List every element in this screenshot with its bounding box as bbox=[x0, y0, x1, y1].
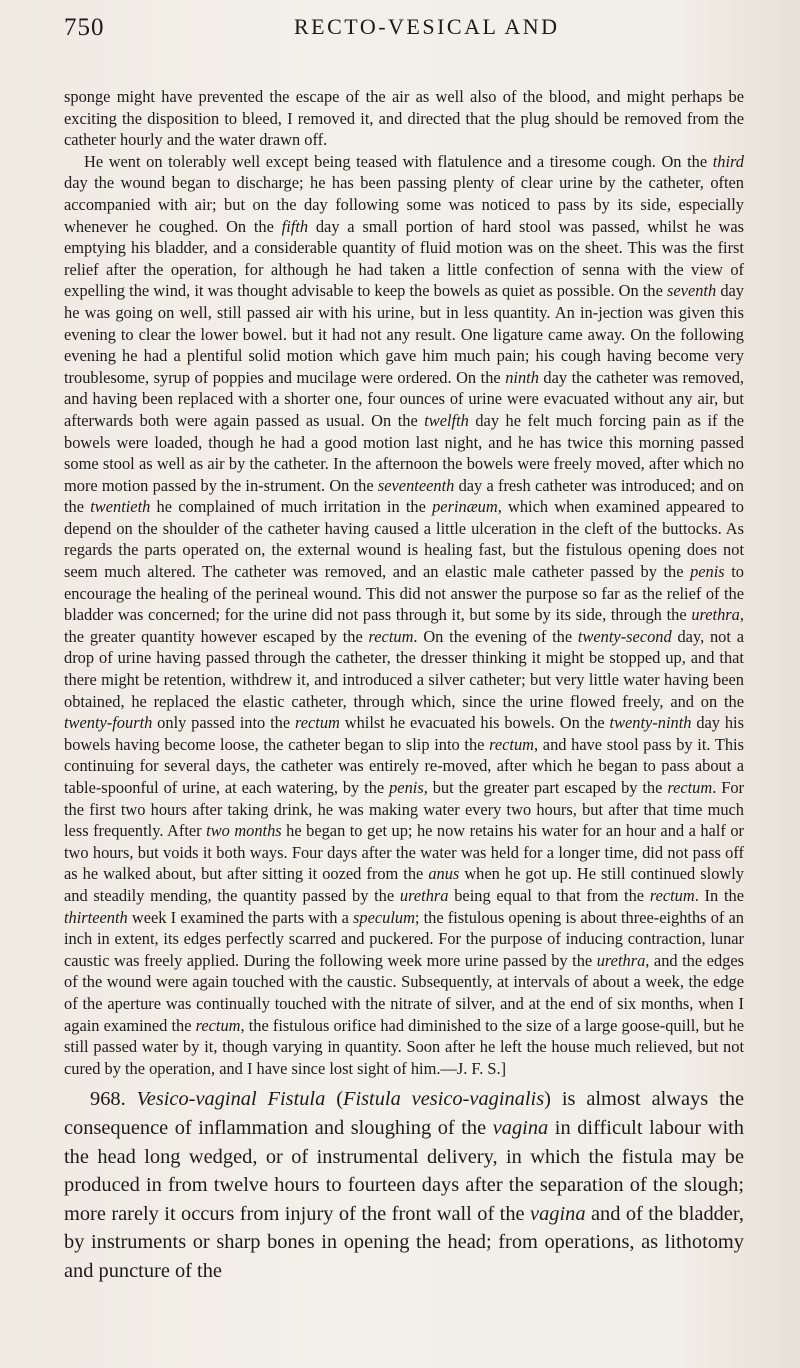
text-run: he complained of much irritation in the bbox=[150, 497, 433, 517]
italic-run: rectum bbox=[294, 713, 340, 733]
italic-run: rectum bbox=[368, 626, 414, 646]
text-run: being equal to that from the bbox=[448, 885, 650, 905]
paragraph-case-report bbox=[64, 151, 744, 1080]
italic-run: two months bbox=[206, 821, 282, 841]
italic-run: penis bbox=[690, 562, 725, 582]
paragraph-continuation bbox=[64, 86, 744, 151]
italic-run: Vesico-vaginal Fistula bbox=[136, 1088, 326, 1111]
text-run: day the catheter was removed, and having been replaced with a shorter one, four ounces of urine were evacuated without any air, but afterwards both were again passed as usual. On the bbox=[64, 367, 744, 430]
text-run: , the fistulous orifice had diminished to the size of a large goose-quill, but he still passed water by it, though varying in quantity. Soon after he left the house much relieved, but not cured by the operation, and I have since lost sight of him.—J. F. S.] bbox=[64, 1015, 745, 1078]
italic-run: twenty-ninth bbox=[609, 713, 692, 733]
italic-run: ninth bbox=[505, 367, 539, 387]
text-run: sponge might have prevented the escape of the air as well also of the blood, and might perhaps be exciting the disposition to bleed, I removed it, and directed that the plug should be removed from the catheter hourly and the water drawn off. bbox=[64, 87, 744, 150]
text-run: , but the greater part escaped by the bbox=[423, 778, 668, 797]
text-run: day he was going on well, still passed air with his urine, but in less quantity. An in-jection was given this evening to clear the lower bowel. but it had not any result. One ligature came away. On the following evening he had a plentiful solid motion which gave him much pain; his cough having become very troublesome, syrup of poppies and mucilage were ordered. On the bbox=[64, 281, 744, 387]
text-run: ( bbox=[325, 1088, 343, 1111]
italic-run: twenty-fourth bbox=[64, 713, 153, 733]
text-run: ; the fistulous opening is about three-eighths of an inch in extent, its edges perfectly scarred and puckered. For the purpose of inducing contraction, lunar caustic was freely applied. During the following week more urine passed by the bbox=[64, 907, 744, 970]
italic-run: twenty-second bbox=[577, 626, 672, 646]
italic-run: vagina bbox=[530, 1202, 586, 1225]
italic-run: penis bbox=[389, 778, 424, 797]
text-run: 968. bbox=[90, 1088, 137, 1111]
italic-run: urethra bbox=[399, 885, 449, 905]
text-run: day the wound began to discharge; he has been passing plenty of clear urine by the catheter, often accompanied with air; but on the day following some was noticed to pass by its side, especially whenever he coughed. On the bbox=[64, 173, 744, 236]
italic-run: vagina bbox=[492, 1116, 549, 1139]
text-run: . In the bbox=[694, 885, 744, 905]
text-run: He went on tolerably well except being teased with flatulence and a tiresome cough. On the bbox=[84, 151, 713, 171]
italic-run: seventeenth bbox=[377, 475, 455, 495]
italic-run: Fistula vesico-vaginalis bbox=[342, 1088, 545, 1111]
text-run: to encourage the healing of the perineal wound. This did not answer the purpose so far as the relief of the bladder was concerned; for the urine did not pass through it, but some by its side, through the bbox=[64, 562, 745, 625]
text-run: , and have stool pass by it. This continuing for several days, the catheter was entirely re-moved, after which he began to pass about a table-spoonful of urine, at each watering, by the bbox=[64, 734, 744, 797]
text-run: day a fresh catheter was introduced; and on the bbox=[64, 475, 744, 517]
text-run: , the greater quantity however escaped by the bbox=[64, 605, 744, 646]
text-run: . For the first two hours after taking drink, he was making water every two hours, but after that time much less frequently. After bbox=[64, 778, 744, 841]
page-number: 750 bbox=[64, 14, 105, 41]
italic-run: anus bbox=[428, 864, 460, 884]
running-title: RECTO-VESICAL AND bbox=[294, 14, 560, 39]
italic-run: rectum bbox=[489, 734, 535, 754]
text-run: day he felt much forcing pain as if the bowels were loaded, though he had a good motion last night, and he has twice this morning passed some stool as well as air by the catheter. In the afternoon the bowels were freely moved, after which no more motion passed by the in-strument. On the bbox=[64, 410, 744, 495]
text-run: day a small portion of hard stool was passed, whilst he was emptying his bladder, and a considerable quantity of fluid motion was on the sheet. This was the first relief after the operation, for although he had taken a little confection of senna with the view of expelling the wind, it was thought advisable to keep the bowels as quiet as possible. On the bbox=[64, 216, 744, 301]
page-header bbox=[64, 14, 744, 44]
italic-run: twelfth bbox=[424, 410, 469, 430]
text-run: whilst he evacuated his bowels. On the bbox=[339, 713, 610, 733]
italic-run: urethra bbox=[596, 950, 646, 970]
text-run: in difficult labour with the head long wedged, or of instrumental delivery, in which the fistula may be produced in from twelve hours to fourteen days after the separation of the slough; more rarely it occurs from injury of the front wall of the bbox=[64, 1116, 744, 1225]
text-run: day his bowels having become loose, the catheter began to slip into the bbox=[64, 713, 744, 754]
body-text bbox=[64, 86, 744, 1285]
paragraph-section-968 bbox=[64, 1085, 744, 1285]
italic-run: fifth bbox=[281, 216, 309, 236]
italic-run: urethra bbox=[691, 605, 740, 625]
italic-run: twentieth bbox=[90, 497, 151, 517]
text-run: . On the evening of the bbox=[413, 626, 578, 646]
text-run: ) is almost always the consequence of inflammation and sloughing of the bbox=[64, 1088, 745, 1139]
text-run: when he got up. He still continued slowly and steadily mending, the quantity passed by the bbox=[64, 864, 744, 905]
italic-run: rectum bbox=[649, 885, 695, 905]
italic-run: thirteenth bbox=[64, 907, 128, 927]
italic-run: speculum bbox=[353, 907, 415, 927]
italic-run: perinæum bbox=[432, 497, 498, 517]
text-run: he began to get up; he now retains his water for an hour and a half or two hours, but voids it both ways. Four days after the water was held for a longer time, did not pass off as he walked about, but after sitting it oozed from the bbox=[64, 821, 744, 884]
italic-run: rectum bbox=[195, 1015, 241, 1035]
text-run: day, not a drop of urine having passed through the catheter, the dresser thinking it might be stopped up, and that there might be retention, withdrew it, and introduced a silver catheter; but very little water having been obtained, he replaced the elastic catheter, through which, since the urine flowed freely, and on the bbox=[64, 626, 744, 711]
text-run: and of the bladder, by instruments or sharp bones in opening the head; from operations, as lithotomy and puncture of the bbox=[64, 1202, 744, 1282]
text-run: week I examined the parts with a bbox=[127, 907, 353, 927]
text-run: only passed into the bbox=[152, 713, 295, 733]
italic-run: third bbox=[712, 151, 744, 171]
text-run: , which when examined appeared to depend on the shoulder of the catheter having caused a little ulceration in the cleft of the buttocks. As regards the parts operated on, the external wound is healing fast, but the fistulous opening does not seem much altered. The catheter was removed, and an elastic male catheter passed by the bbox=[64, 497, 744, 582]
text-run: , and the edges of the wound were again touched with the caustic. Subsequently, at intervals of about a week, the edge of the aperture was continually touched with the nitrate of silver, and at the end of six months, when I again examined the bbox=[64, 950, 744, 1035]
italic-run: rectum bbox=[667, 778, 713, 797]
italic-run: seventh bbox=[667, 281, 717, 301]
